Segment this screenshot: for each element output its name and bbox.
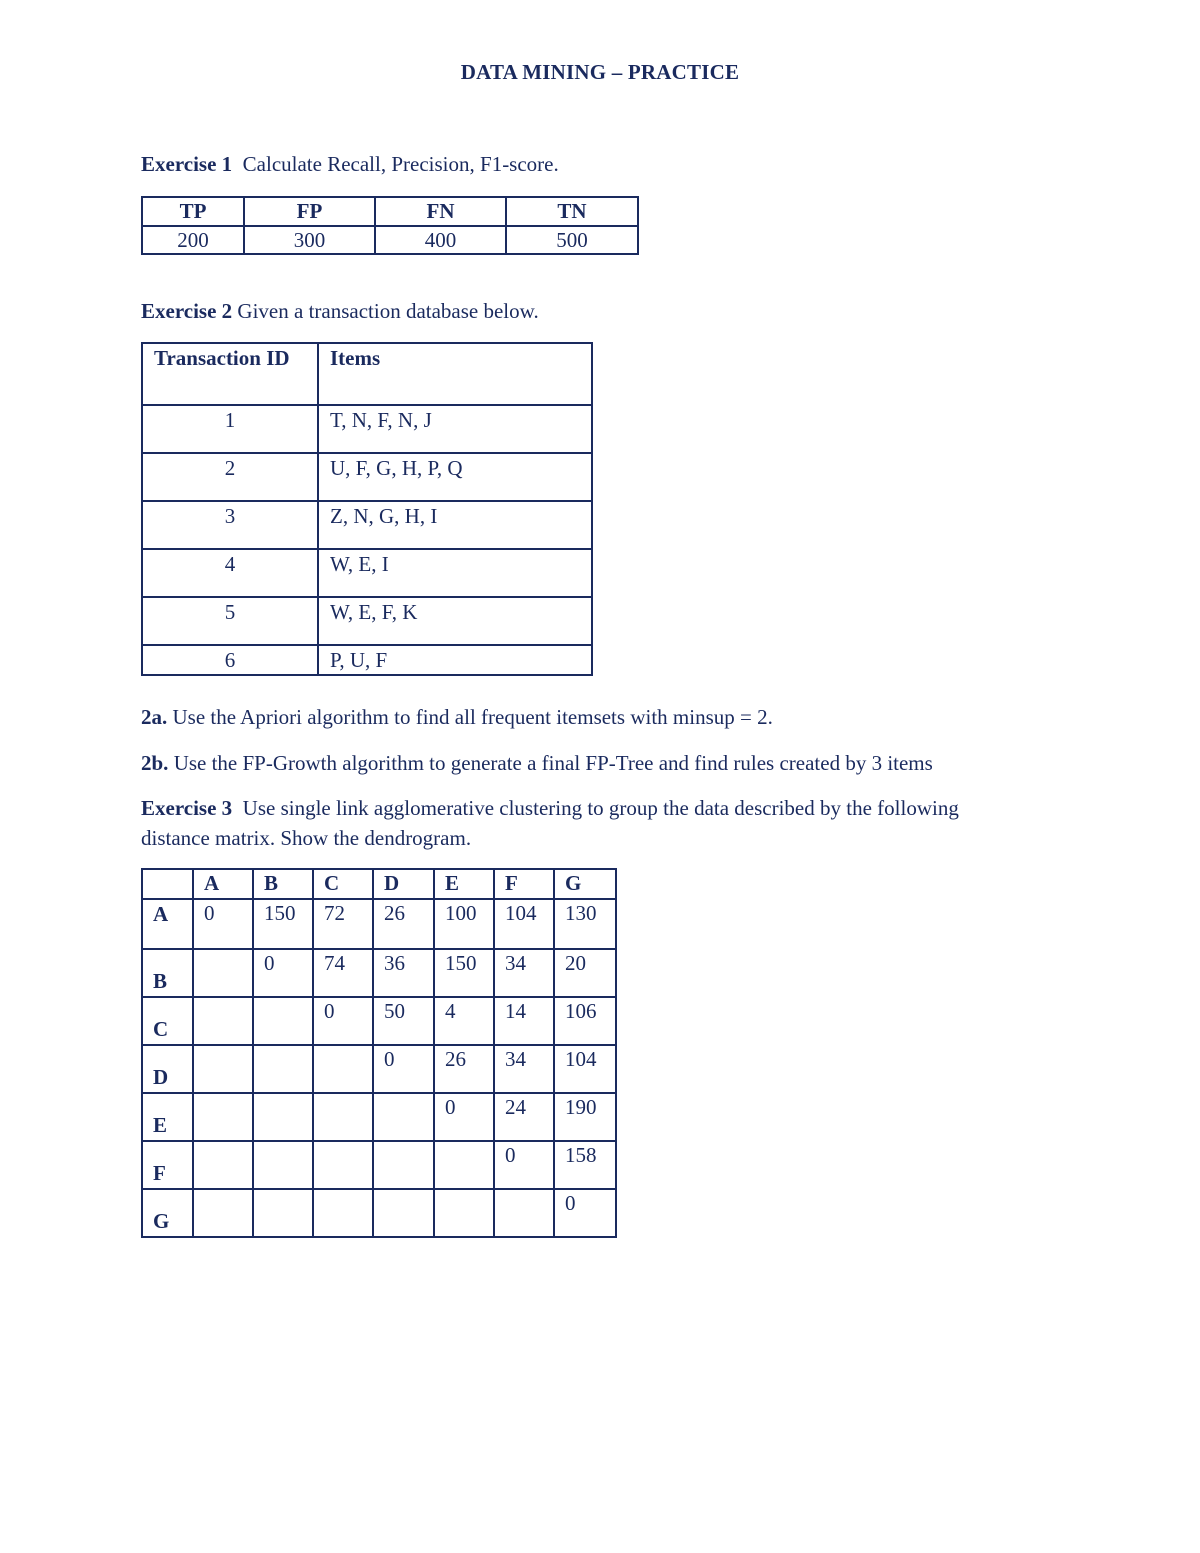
transaction-items: W, E, F, K [318, 597, 592, 645]
matrix-cell: 158 [554, 1141, 616, 1189]
header-transaction-id: Transaction ID [142, 343, 318, 405]
row-header: B [142, 949, 193, 997]
matrix-cell [193, 1045, 253, 1093]
question-2b-text: Use the FP-Growth algorithm to generate a final FP-Tree and find rules created by 3 items [173, 751, 933, 775]
transaction-items: P, U, F [318, 645, 592, 675]
question-2a [141, 705, 773, 730]
table-header-row [142, 343, 592, 405]
matrix-cell [313, 1141, 373, 1189]
matrix-cell [494, 1189, 554, 1237]
column-header: G [554, 869, 616, 899]
header-items: Items [318, 343, 592, 405]
matrix-cell: 106 [554, 997, 616, 1045]
matrix-cell [434, 1189, 494, 1237]
matrix-cell: 104 [494, 899, 554, 949]
question-2a-text: Use the Apriori algorithm to find all frequent itemsets with minsup = 2. [172, 705, 773, 729]
table-row [142, 1189, 616, 1237]
table-row [142, 549, 592, 597]
matrix-cell: 34 [494, 949, 554, 997]
value-fp: 300 [244, 226, 375, 254]
matrix-cell [373, 1093, 434, 1141]
transaction-id: 3 [142, 501, 318, 549]
matrix-cell [253, 1141, 313, 1189]
matrix-cell: 100 [434, 899, 494, 949]
header-fp: FP [244, 197, 375, 226]
row-header: C [142, 997, 193, 1045]
transaction-items: W, E, I [318, 549, 592, 597]
column-header: E [434, 869, 494, 899]
matrix-cell: 26 [434, 1045, 494, 1093]
matrix-cell: 26 [373, 899, 434, 949]
matrix-cell: 20 [554, 949, 616, 997]
transaction-id: 1 [142, 405, 318, 453]
value-tp: 200 [142, 226, 244, 254]
corner-cell [142, 869, 193, 899]
matrix-cell: 0 [193, 899, 253, 949]
matrix-cell: 190 [554, 1093, 616, 1141]
exercise-2-text: Given a transaction database below. [237, 299, 539, 323]
matrix-cell: 150 [253, 899, 313, 949]
page-title: DATA MINING – PRACTICE [460, 60, 740, 84]
matrix-cell [253, 1045, 313, 1093]
matrix-cell [253, 1189, 313, 1237]
column-header: D [373, 869, 434, 899]
row-header: G [142, 1189, 193, 1237]
matrix-cell: 0 [494, 1141, 554, 1189]
matrix-cell [193, 1093, 253, 1141]
matrix-cell: 14 [494, 997, 554, 1045]
transaction-id: 2 [142, 453, 318, 501]
table-row [142, 453, 592, 501]
transaction-items: Z, N, G, H, I [318, 501, 592, 549]
table-row [142, 899, 616, 949]
value-fn: 400 [375, 226, 506, 254]
column-header: C [313, 869, 373, 899]
table-row [142, 949, 616, 997]
table-header-row [142, 869, 616, 899]
column-header: A [193, 869, 253, 899]
header-fn: FN [375, 197, 506, 226]
matrix-cell: 0 [313, 997, 373, 1045]
matrix-cell: 0 [434, 1093, 494, 1141]
question-2a-label: 2a. [141, 705, 168, 729]
transaction-id: 4 [142, 549, 318, 597]
transaction-items: U, F, G, H, P, Q [318, 453, 592, 501]
matrix-cell: 74 [313, 949, 373, 997]
row-header: F [142, 1141, 193, 1189]
matrix-cell: 72 [313, 899, 373, 949]
matrix-cell: 0 [373, 1045, 434, 1093]
distance-matrix-table [141, 868, 617, 1238]
matrix-cell: 4 [434, 997, 494, 1045]
table-row [142, 501, 592, 549]
matrix-cell [313, 1093, 373, 1141]
matrix-cell [313, 1045, 373, 1093]
exercise-2-heading [141, 299, 539, 324]
matrix-cell [313, 1189, 373, 1237]
exercise-1-text: Calculate Recall, Precision, F1-score. [242, 152, 559, 176]
question-2b [141, 751, 933, 776]
column-header: B [253, 869, 313, 899]
matrix-cell [193, 1189, 253, 1237]
exercise-1-heading [141, 152, 559, 177]
matrix-cell: 36 [373, 949, 434, 997]
table-row [142, 645, 592, 675]
matrix-cell: 150 [434, 949, 494, 997]
matrix-cell: 130 [554, 899, 616, 949]
exercise-3-text-line2: distance matrix. Show the dendrogram. [141, 826, 472, 850]
row-header: D [142, 1045, 193, 1093]
matrix-cell [253, 997, 313, 1045]
matrix-cell: 104 [554, 1045, 616, 1093]
matrix-cell: 24 [494, 1093, 554, 1141]
matrix-cell: 0 [253, 949, 313, 997]
table-header-row [142, 197, 638, 226]
table-row [142, 1141, 616, 1189]
matrix-cell [193, 1141, 253, 1189]
exercise-3-text-line1: Use single link agglomerative clustering to group the data described by the following [242, 796, 959, 820]
transaction-table [141, 342, 593, 676]
transaction-id: 5 [142, 597, 318, 645]
column-header: F [494, 869, 554, 899]
exercise-2-label: Exercise 2 [141, 299, 233, 323]
header-tn: TN [506, 197, 638, 226]
question-2b-label: 2b. [141, 751, 169, 775]
matrix-cell [373, 1141, 434, 1189]
matrix-cell: 50 [373, 997, 434, 1045]
matrix-cell: 34 [494, 1045, 554, 1093]
table-row [142, 226, 638, 254]
exercise-3-heading [141, 796, 959, 821]
matrix-cell [253, 1093, 313, 1141]
table-row [142, 997, 616, 1045]
table-row [142, 1093, 616, 1141]
matrix-cell [193, 997, 253, 1045]
table-row [142, 405, 592, 453]
exercise-1-label: Exercise 1 [141, 152, 233, 176]
value-tn: 500 [506, 226, 638, 254]
transaction-items: T, N, F, N, J [318, 405, 592, 453]
exercise-3-label: Exercise 3 [141, 796, 233, 820]
row-header: A [142, 899, 193, 949]
matrix-cell [373, 1189, 434, 1237]
table-row [142, 597, 592, 645]
row-header: E [142, 1093, 193, 1141]
matrix-cell [193, 949, 253, 997]
transaction-id: 6 [142, 645, 318, 675]
table-row [142, 1045, 616, 1093]
matrix-cell: 0 [554, 1189, 616, 1237]
header-tp: TP [142, 197, 244, 226]
matrix-cell [434, 1141, 494, 1189]
confusion-matrix-table [141, 196, 639, 255]
